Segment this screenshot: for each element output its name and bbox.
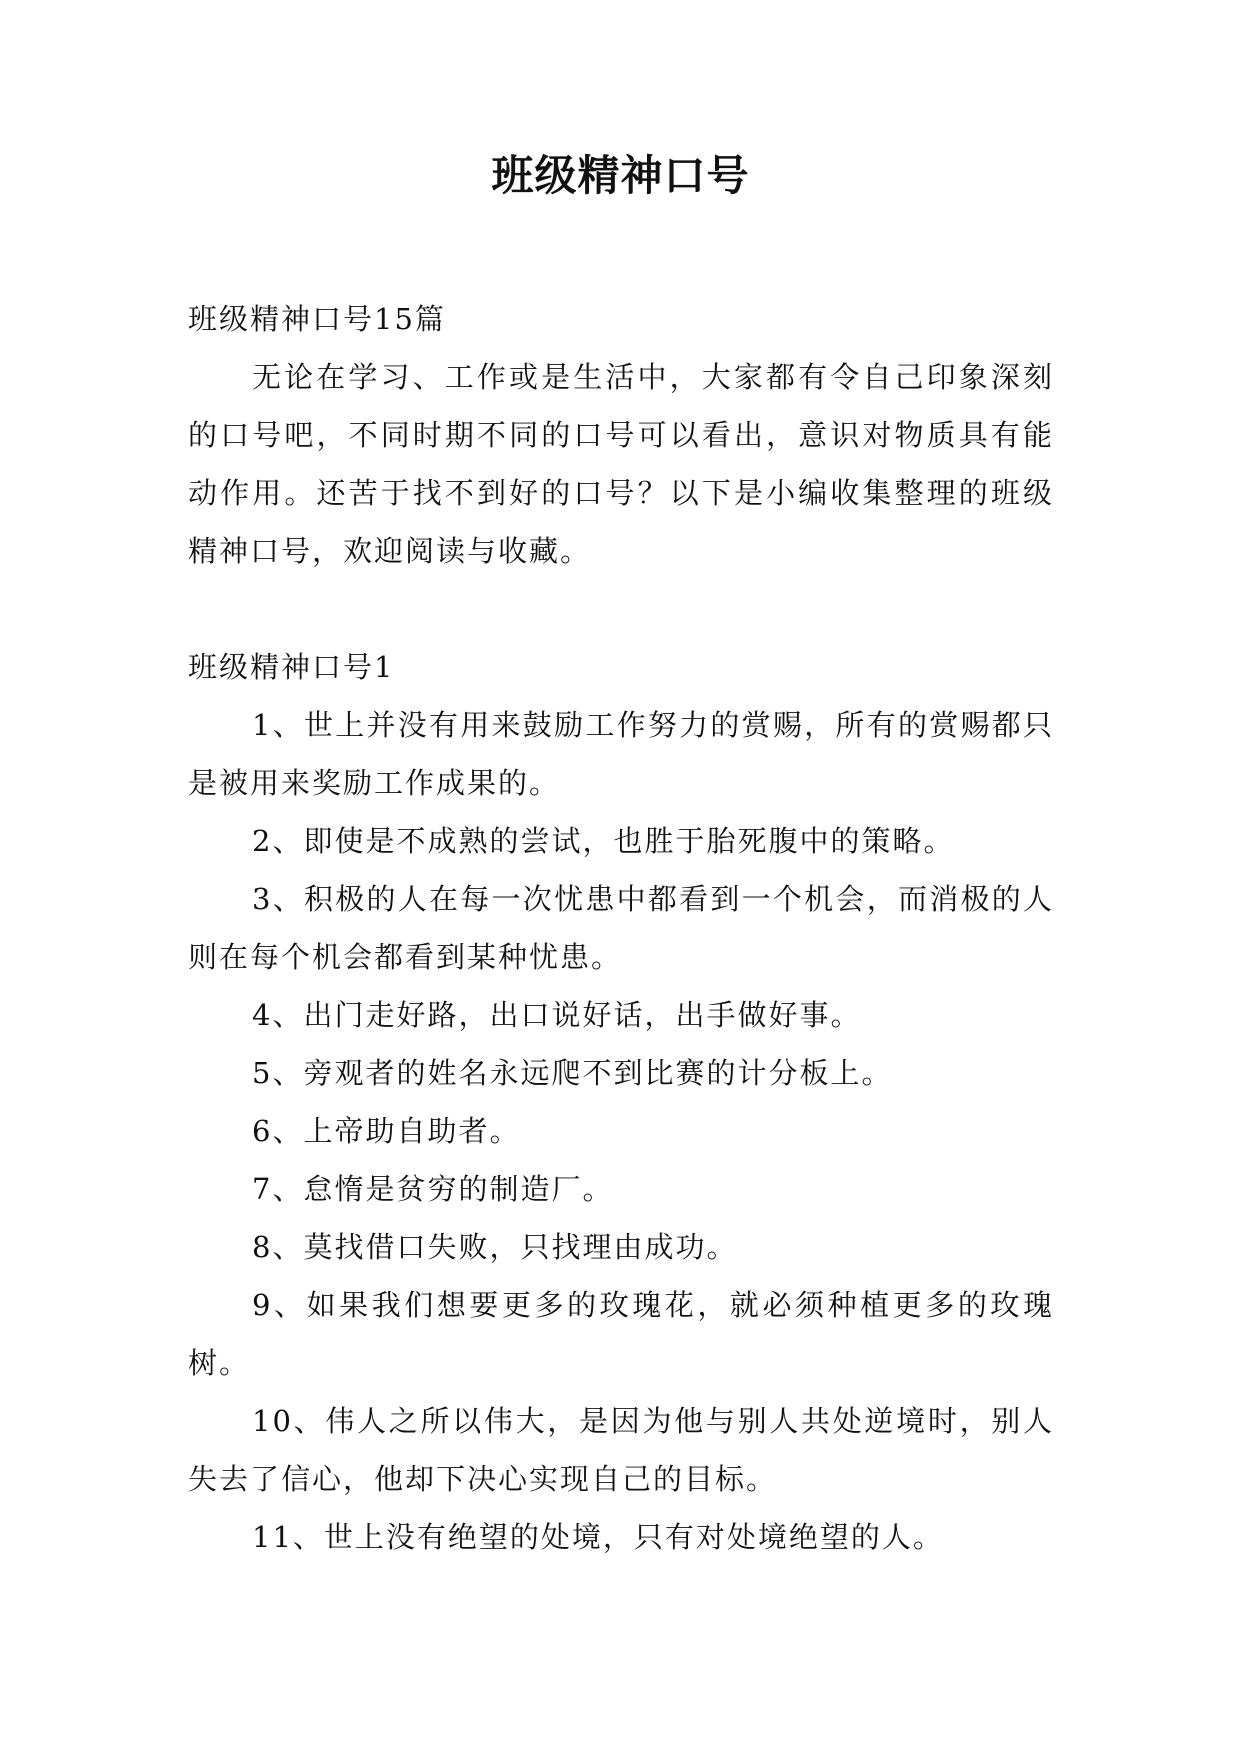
slogan-item: 9、如果我们想要更多的玫瑰花，就必须种植更多的玫瑰树。 xyxy=(188,1288,1054,1380)
slogan-item: 10、伟人之所以伟大，是因为他与别人共处逆境时，别人失去了信心，他却下决心实现自己的目标。 xyxy=(188,1404,1054,1496)
slogan-item: 4、出门走好路，出口说好话，出手做好事。 xyxy=(252,998,862,1032)
document-subtitle: 班级精神口号15篇 xyxy=(188,302,446,336)
slogan-item: 2、即使是不成熟的尝试，也胜于胎死腹中的策略。 xyxy=(252,824,955,858)
document-body xyxy=(188,290,1054,1566)
slogan-item: 8、莫找借口失败，只找理由成功。 xyxy=(252,1230,738,1264)
document-title: 班级精神口号 xyxy=(491,151,750,200)
intro-paragraph: 无论在学习、工作或是生活中，大家都有令自己印象深刻的口号吧，不同时期不同的口号可以看出，意识对物质具有能动作用。还苦于找不到好的口号？以下是小编收集整理的班级精神口号，欢迎阅读与收藏。 xyxy=(188,360,1054,568)
slogan-item: 1、世上并没有用来鼓励工作努力的赏赐，所有的赏赐都只是被用来奖励工作成果的。 xyxy=(188,708,1054,800)
section-spacer xyxy=(188,580,1054,638)
slogan-item: 5、旁观者的姓名永远爬不到比赛的计分板上。 xyxy=(252,1056,893,1090)
slogan-item: 6、上帝助自助者。 xyxy=(252,1114,521,1148)
slogan-item: 7、怠惰是贫穷的制造厂。 xyxy=(252,1172,614,1206)
slogan-item: 11、世上没有绝望的处境，只有对处境绝望的人。 xyxy=(252,1520,944,1554)
section-heading: 班级精神口号1 xyxy=(188,650,395,684)
slogan-item: 3、积极的人在每一次忧患中都看到一个机会，而消极的人则在每个机会都看到某种忧患。 xyxy=(188,882,1054,974)
